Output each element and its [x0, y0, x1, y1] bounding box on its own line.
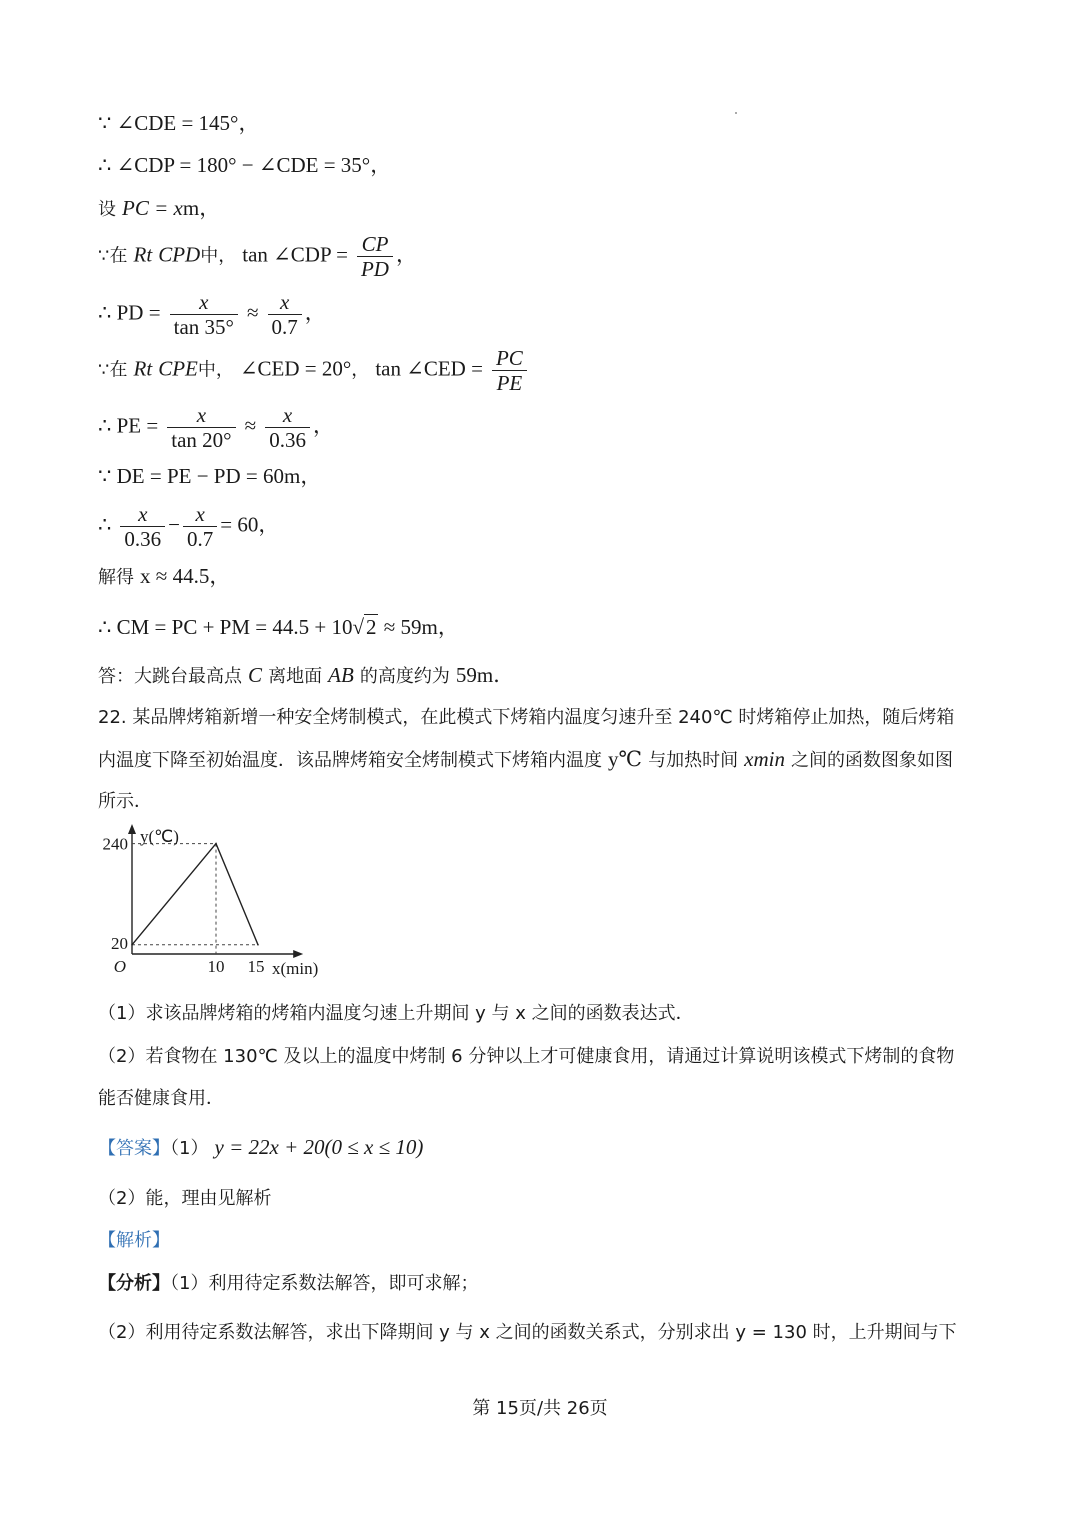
y-tick-20: 20 [111, 933, 128, 953]
fraction-numerator: x [268, 290, 302, 315]
step-4 [98, 232, 417, 281]
answer-1-label: （1） [170, 1138, 209, 1159]
step-6-zhong: 中， [197, 359, 234, 381]
step-7 [98, 403, 334, 452]
step-9-therefore: ∴ [98, 512, 112, 537]
fraction-numerator: x [183, 502, 217, 527]
step-9-end: = 60， [220, 512, 280, 537]
step-6-triangle: CPE [158, 356, 198, 381]
step-12-text-c: 的高度约为 [359, 666, 450, 687]
step-4-rt: Rt [133, 242, 153, 267]
fraction-denominator: PD [360, 257, 389, 281]
fraction-numerator: PC [492, 346, 527, 371]
fraction-denominator: 0.36 [269, 428, 306, 452]
step-12 [98, 662, 514, 690]
origin-label: O [113, 957, 126, 976]
x-tick-10: 10 [207, 957, 225, 976]
step-6-tan: tan ∠CED = [375, 356, 483, 381]
step-12-value: 59m． [455, 663, 515, 687]
fraction-numerator: x [167, 403, 235, 428]
step-6-fraction [492, 346, 527, 395]
problem-22-line-2a: 内温度下降至初始温度．该品牌烤箱安全烤制模式下烤箱内温度 [98, 750, 602, 771]
step-10-text: 解得 [98, 567, 134, 588]
question-2-line-2: 能否健康食用． [98, 1088, 224, 1109]
step-9-fraction-2 [183, 502, 217, 551]
step-4-end: ， [395, 242, 417, 267]
step-6-because: ∵在 [98, 359, 128, 381]
fenxi-tag: 【分析】 [98, 1273, 170, 1294]
step-3-unit: m， [182, 196, 221, 220]
y-axis-label: y(℃) [140, 827, 179, 846]
y-axis-arrow [128, 824, 136, 834]
fraction-denominator: 0.7 [271, 315, 298, 339]
fraction-denominator: 0.36 [124, 527, 162, 551]
problem-22-y-unit: y℃ [608, 747, 643, 771]
step-11-expr: ∴ CM = PC + PM = 44.5 + 10 [98, 615, 353, 639]
data-point [131, 944, 133, 946]
step-4-triangle: CPD [158, 242, 201, 267]
step-3-expr: PC = x [122, 196, 183, 220]
y-tick-240: 240 [102, 834, 128, 854]
step-1: ∵ ∠CDE = 145°， [98, 111, 260, 135]
step-4-tan: tan ∠CDP = [242, 242, 348, 267]
step-12-ground: AB [328, 663, 354, 687]
step-5-lhs: ∴ PD = [98, 300, 161, 325]
problem-22-line-2c: 与加热时间 [648, 750, 739, 771]
approx-sign: ≈ [246, 300, 259, 325]
series-line [132, 844, 258, 945]
step-3 [98, 195, 220, 223]
question-1: （1）求该品牌烤箱的烤箱内温度匀速上升期间 y 与 x 之间的函数表达式． [98, 1003, 694, 1024]
step-4-fraction [357, 232, 393, 281]
fraction-denominator: PE [496, 371, 523, 395]
sqrt-sign: √ [352, 615, 364, 639]
answer-tag: 【答案】 [98, 1138, 170, 1159]
step-5-end: ， [304, 300, 326, 325]
step-11-result: ≈ 59m， [383, 615, 459, 639]
step-6-angle: ∠CED = 20° [239, 356, 352, 381]
temperature-time-graph [90, 822, 340, 992]
fraction-denominator: tan 35° [173, 315, 234, 339]
fenxi-2: （2）利用待定系数法解答，求出下降期间 y 与 x 之间的函数关系式，分别求出 y = 130 时，上升期间与下 [98, 1322, 957, 1343]
fraction-numerator: x [265, 403, 310, 428]
step-11 [98, 614, 459, 640]
fraction-numerator: CP [357, 232, 393, 257]
answer-1 [98, 1134, 423, 1162]
fraction-denominator: 0.7 [187, 527, 214, 551]
question-2-line-1: （2）若食物在 130℃ 及以上的温度中烤制 6 分钟以上才可健康食用，请通过计算说明该模式下烤制的食物 [98, 1046, 955, 1067]
step-10-expr: x ≈ 44.5， [140, 564, 231, 588]
step-5-fraction-1 [170, 290, 238, 339]
answer-2: （2）能，理由见解析 [98, 1188, 272, 1209]
problem-22-line-1: 22. 某品牌烤箱新增一种安全烤制模式，在此模式下烤箱内温度匀速升至 240℃ 时烤箱停止加热，随后烤箱 [98, 707, 955, 728]
step-12-text-a: 答：大跳台最高点 [98, 666, 242, 687]
step-3-text: 设 [98, 199, 116, 220]
step-8: ∵ DE = PE − PD = 60m， [98, 464, 322, 488]
analysis-tag: 【解析】 [98, 1230, 170, 1251]
step-5 [98, 290, 326, 339]
step-12-text-b: 离地面 [268, 666, 323, 687]
fraction-numerator: x [120, 502, 165, 527]
problem-22-x-unit: xmin [744, 747, 785, 771]
minus-sign: − [168, 512, 181, 537]
fenxi-1 [98, 1270, 478, 1297]
data-point [257, 944, 259, 946]
data-point [215, 843, 217, 845]
fraction-numerator: x [170, 290, 238, 315]
step-7-lhs: ∴ PE = [98, 413, 159, 438]
step-7-fraction-2 [265, 403, 310, 452]
sqrt-radicand: 2 [365, 615, 377, 639]
step-6 [98, 346, 530, 395]
step-7-fraction-1 [167, 403, 235, 452]
step-6-comma: ， [351, 359, 370, 381]
step-5-fraction-2 [268, 290, 302, 339]
approx-sign: ≈ [244, 413, 257, 438]
problem-22-line-3: 所示． [98, 791, 152, 812]
problem-22-line-2e: 之间的函数图象如图 [791, 750, 954, 771]
step-4-because: ∵在 [98, 245, 128, 267]
step-2: ∴ ∠CDP = 180° − ∠CDE = 35°， [98, 153, 392, 177]
step-9 [98, 502, 279, 551]
x-axis-label: x(min) [272, 959, 319, 978]
step-4-zhong: 中， [200, 245, 237, 267]
problem-22-line-2 [98, 746, 953, 774]
answer-1-expr: y = 22x + 20(0 ≤ x ≤ 10) [214, 1135, 424, 1159]
x-axis-arrow [293, 950, 303, 958]
step-10 [98, 563, 230, 591]
fenxi-1-text: （1）利用待定系数法解答，即可求解； [170, 1273, 479, 1294]
page-footer: 第 15页/共 26页 [472, 1398, 608, 1419]
fraction-denominator: tan 20° [171, 428, 232, 452]
x-tick-15: 15 [247, 957, 265, 976]
step-7-end: ， [312, 413, 334, 438]
step-12-point: C [248, 663, 263, 687]
speck-mark [735, 112, 737, 114]
step-9-fraction-1 [120, 502, 165, 551]
step-6-rt: Rt [133, 356, 153, 381]
